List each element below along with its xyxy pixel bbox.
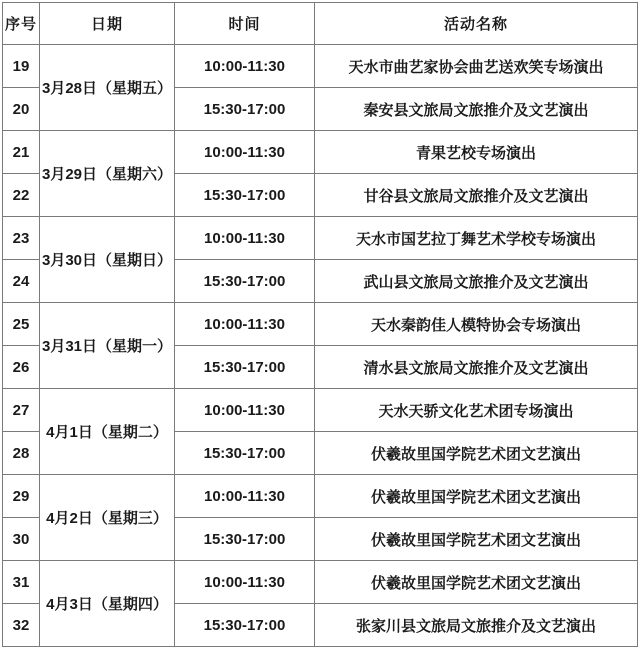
time-cell: 10:00-11:30 [175,389,315,432]
table-row [3,217,638,260]
table-row [3,561,638,604]
table-row [3,389,638,432]
time-cell: 15:30-17:00 [175,174,315,217]
activity-cell: 伏羲故里国学院艺术团文艺演出 [315,432,638,475]
header-row [3,3,638,45]
table-row [3,131,638,174]
serial-cell: 28 [3,432,40,475]
activity-cell: 伏羲故里国学院艺术团文艺演出 [315,475,638,518]
time-cell: 10:00-11:30 [175,131,315,174]
date-cell: 4月1日（星期二） [40,389,175,475]
schedule-table [2,2,638,647]
activity-cell: 天水市曲艺家协会曲艺送欢笑专场演出 [315,45,638,88]
header-cell-date: 日期 [40,3,175,45]
activity-cell: 秦安县文旅局文旅推介及文艺演出 [315,88,638,131]
time-cell: 10:00-11:30 [175,475,315,518]
serial-cell: 20 [3,88,40,131]
header-cell-serial: 序号 [3,3,40,45]
date-cell: 3月31日（星期一） [40,303,175,389]
serial-cell: 32 [3,604,40,647]
activity-cell: 天水天骄文化艺术团专场演出 [315,389,638,432]
activity-cell: 青果艺校专场演出 [315,131,638,174]
date-cell: 3月28日（星期五） [40,45,175,131]
serial-cell: 26 [3,346,40,389]
activity-cell: 天水秦韵佳人模特协会专场演出 [315,303,638,346]
activity-cell: 伏羲故里国学院艺术团文艺演出 [315,561,638,604]
time-cell: 15:30-17:00 [175,88,315,131]
serial-cell: 23 [3,217,40,260]
time-cell: 15:30-17:00 [175,260,315,303]
time-cell: 15:30-17:00 [175,518,315,561]
serial-cell: 24 [3,260,40,303]
serial-cell: 30 [3,518,40,561]
date-cell: 3月30日（星期日） [40,217,175,303]
serial-cell: 27 [3,389,40,432]
activity-cell: 伏羲故里国学院艺术团文艺演出 [315,518,638,561]
time-cell: 15:30-17:00 [175,346,315,389]
serial-cell: 31 [3,561,40,604]
serial-cell: 19 [3,45,40,88]
table-row [3,303,638,346]
table-row [3,475,638,518]
activity-cell: 天水市国艺拉丁舞艺术学校专场演出 [315,217,638,260]
date-cell: 3月29日（星期六） [40,131,175,217]
activity-cell: 甘谷县文旅局文旅推介及文艺演出 [315,174,638,217]
time-cell: 15:30-17:00 [175,432,315,475]
date-cell: 4月2日（星期三） [40,475,175,561]
time-cell: 10:00-11:30 [175,217,315,260]
activity-cell: 武山县文旅局文旅推介及文艺演出 [315,260,638,303]
time-cell: 15:30-17:00 [175,604,315,647]
activity-cell: 张家川县文旅局文旅推介及文艺演出 [315,604,638,647]
header-cell-time: 时间 [175,3,315,45]
date-cell: 4月3日（星期四） [40,561,175,647]
time-cell: 10:00-11:30 [175,561,315,604]
serial-cell: 22 [3,174,40,217]
time-cell: 10:00-11:30 [175,303,315,346]
serial-cell: 29 [3,475,40,518]
serial-cell: 25 [3,303,40,346]
time-cell: 10:00-11:30 [175,45,315,88]
header-cell-activity: 活动名称 [315,3,638,45]
table-row [3,45,638,88]
activity-cell: 清水县文旅局文旅推介及文艺演出 [315,346,638,389]
serial-cell: 21 [3,131,40,174]
